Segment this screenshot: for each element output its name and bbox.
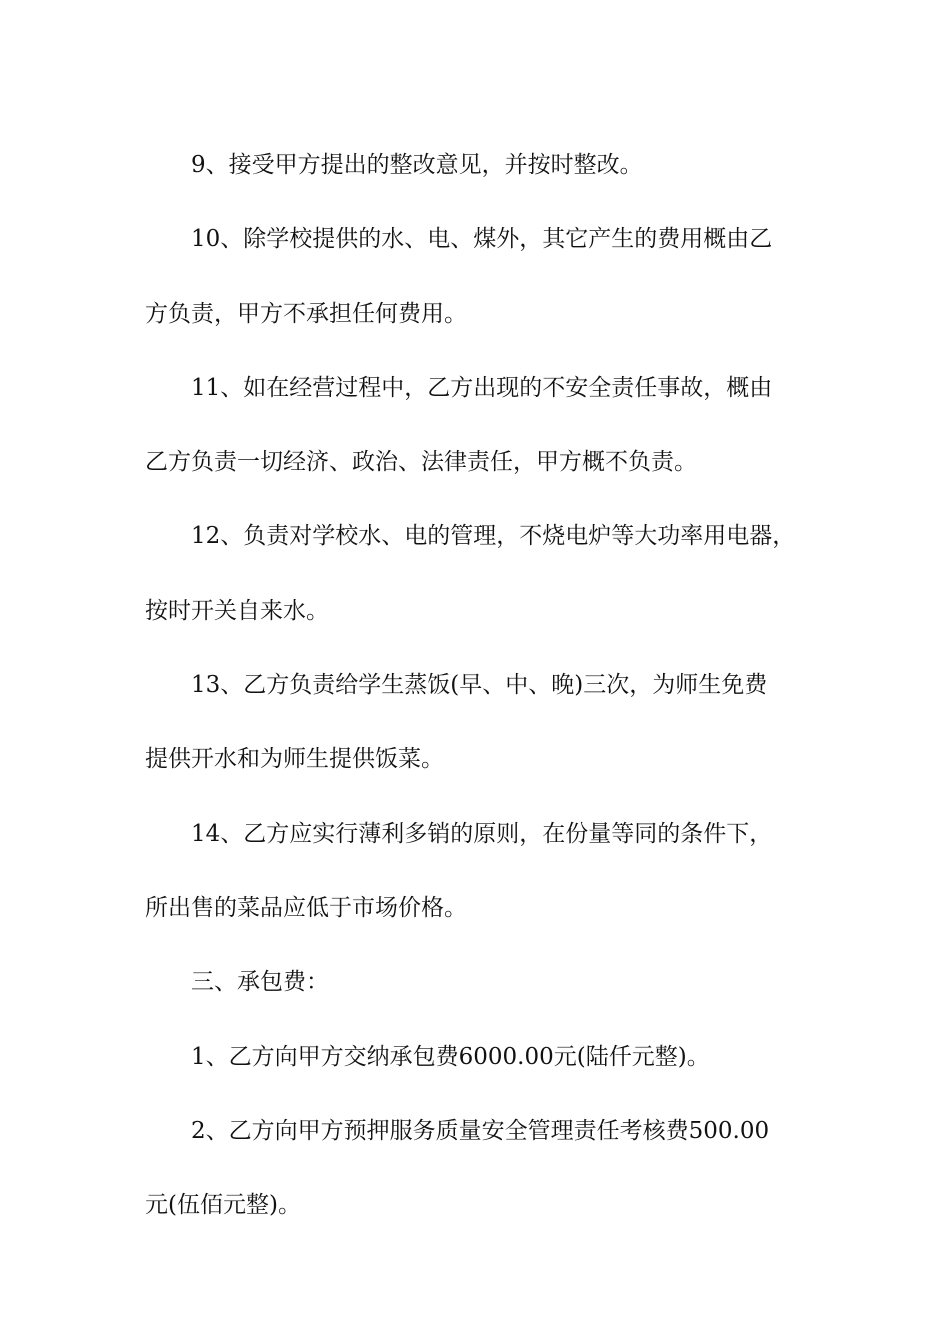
text-line: 12、负责对学校水、电的管理，不烧电炉等大功率用电器，	[191, 523, 796, 550]
text-line: 10、除学校提供的水、电、煤外，其它产生的费用概由乙	[191, 226, 773, 253]
text-line: 所出售的菜品应低于市场价格。	[145, 894, 467, 921]
section-heading: 三、承包费：	[191, 969, 329, 996]
text-line: 13、乙方负责给学生蒸饭(早、中、晚)三次，为师生免费	[191, 672, 768, 699]
text-line: 元(伍佰元整)。	[145, 1192, 301, 1219]
text-line: 方负责，甲方不承担任何费用。	[145, 300, 467, 327]
text-line: 9、接受甲方提出的整改意见，并按时整改。	[191, 152, 643, 178]
text-line: 11、如在经营过程中，乙方出现的不安全责任事故，概由	[191, 374, 773, 401]
text-line: 1、乙方向甲方交纳承包费6000.00元(陆仟元整)。	[191, 1043, 710, 1070]
text-line: 按时开关自来水。	[145, 597, 329, 624]
text-line: 14、乙方应实行薄利多销的原则，在份量等同的条件下，	[191, 820, 773, 847]
document-body	[145, 128, 810, 1242]
text-line: 乙方负责一切经济、政治、法律责任，甲方概不负责。	[145, 449, 697, 476]
text-line: 提供开水和为师生提供饭菜。	[145, 746, 444, 773]
text-line: 2、乙方向甲方预押服务质量安全管理责任考核费500.00	[191, 1117, 770, 1144]
